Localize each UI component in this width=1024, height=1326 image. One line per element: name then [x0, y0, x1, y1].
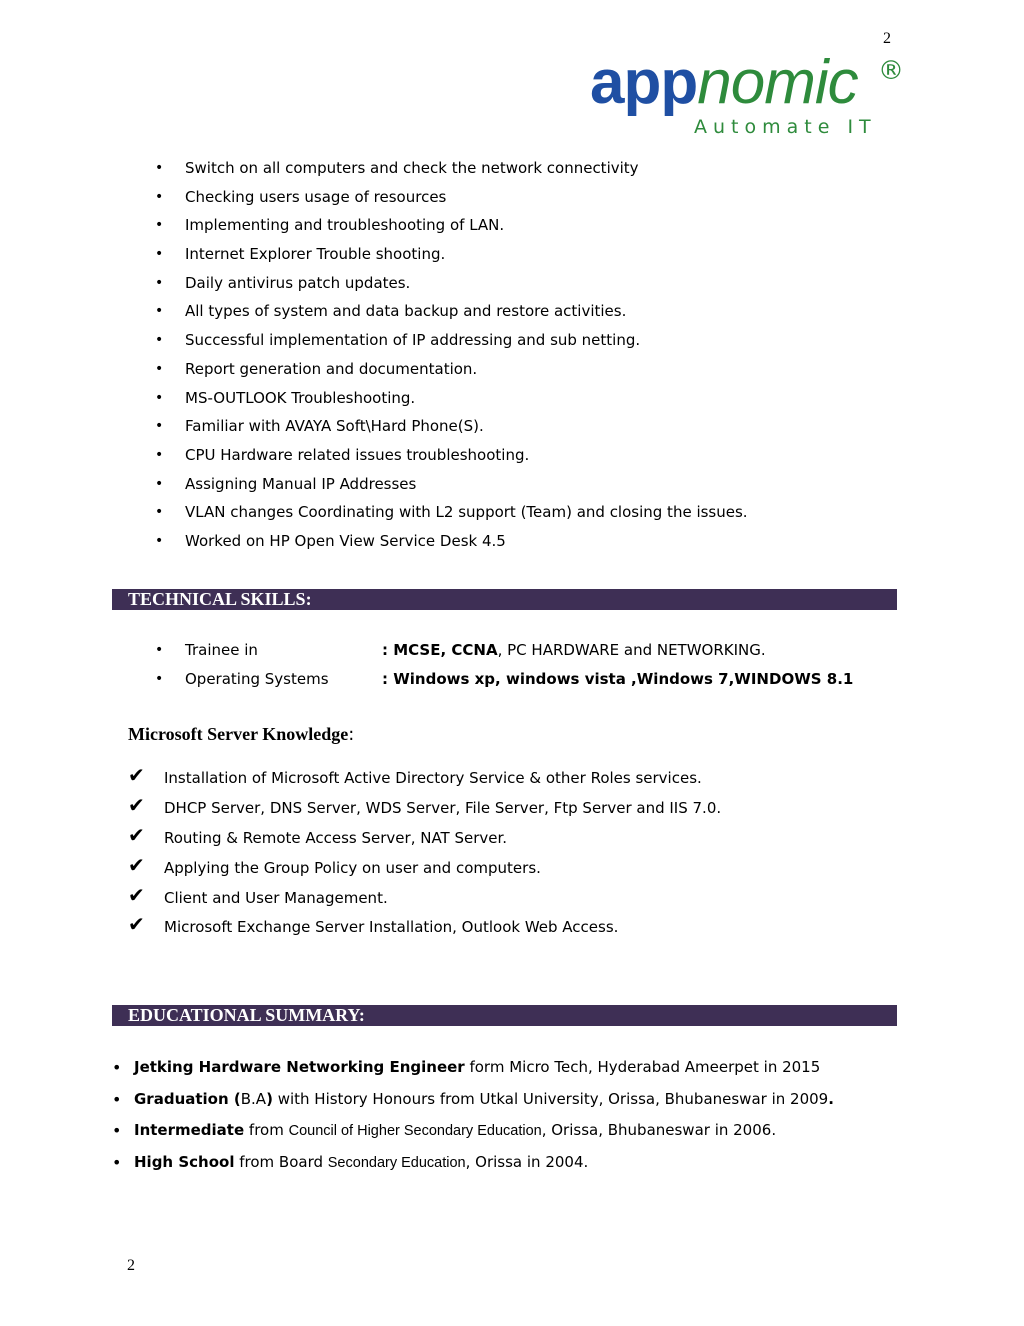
list-item: • Switch on all computers and check the network connectivity — [155, 159, 639, 177]
appnomic-logo — [590, 48, 912, 144]
checkmark-icon: ✔ — [128, 912, 145, 937]
educational-summary-heading: EDUCATIONAL SUMMARY: — [112, 1005, 897, 1026]
technical-skills-heading: TECHNICAL SKILLS: — [112, 589, 897, 610]
skill-value: : MCSE, CCNA, PC HARDWARE and NETWORKING. — [382, 641, 766, 659]
skill-label: Operating Systems — [185, 669, 329, 688]
ms-server-heading: Microsoft Server Knowledge: — [128, 724, 355, 745]
list-item: • Checking users usage of resources — [155, 187, 447, 206]
page-number-bottom: 2 — [127, 1257, 135, 1274]
skill-value: : Windows xp, windows vista ,Windows 7,WINDOWS 8.1 — [382, 669, 854, 688]
list-item: • Internet Explorer Trouble shooting. — [155, 245, 446, 264]
duties-list — [155, 154, 748, 556]
list-item: • Report generation and documentation. — [155, 359, 478, 378]
list-item: • Worked on HP Open View Service Desk 4.5 — [155, 531, 506, 550]
list-item: • Assigning Manual IP Addresses — [155, 474, 417, 493]
list-item: • MS-OUTLOOK Troubleshooting. — [155, 388, 416, 407]
logo-wordmark: appnomic — [590, 48, 858, 117]
checkmark-icon: ✔ — [128, 763, 145, 787]
list-item: • VLAN changes Coordinating with L2 support (Team) and closing the issues. — [155, 503, 748, 522]
checkmark-icon: ✔ — [128, 792, 145, 817]
logo-registered-mark: ® — [878, 56, 904, 86]
list-item: • Daily antivirus patch updates. — [155, 273, 411, 292]
checkmark-icon: ✔ — [128, 822, 145, 847]
list-item: • Successful implementation of IP addressing and sub netting. — [155, 331, 641, 350]
checkmark-icon: ✔ — [128, 882, 145, 907]
page-number-top: 2 — [883, 30, 891, 47]
skill-label: Trainee in — [185, 641, 258, 659]
logo-tagline: Automate IT — [694, 116, 877, 138]
list-item: • CPU Hardware related issues troubleshooting. — [155, 445, 530, 464]
list-item: • Familiar with AVAYA Soft\Hard Phone(S). — [155, 417, 484, 436]
checkmark-icon: ✔ — [128, 852, 145, 877]
list-item: • Implementing and troubleshooting of LAN. — [155, 216, 505, 235]
list-item: • All types of system and data backup and restore activities. — [155, 302, 627, 321]
